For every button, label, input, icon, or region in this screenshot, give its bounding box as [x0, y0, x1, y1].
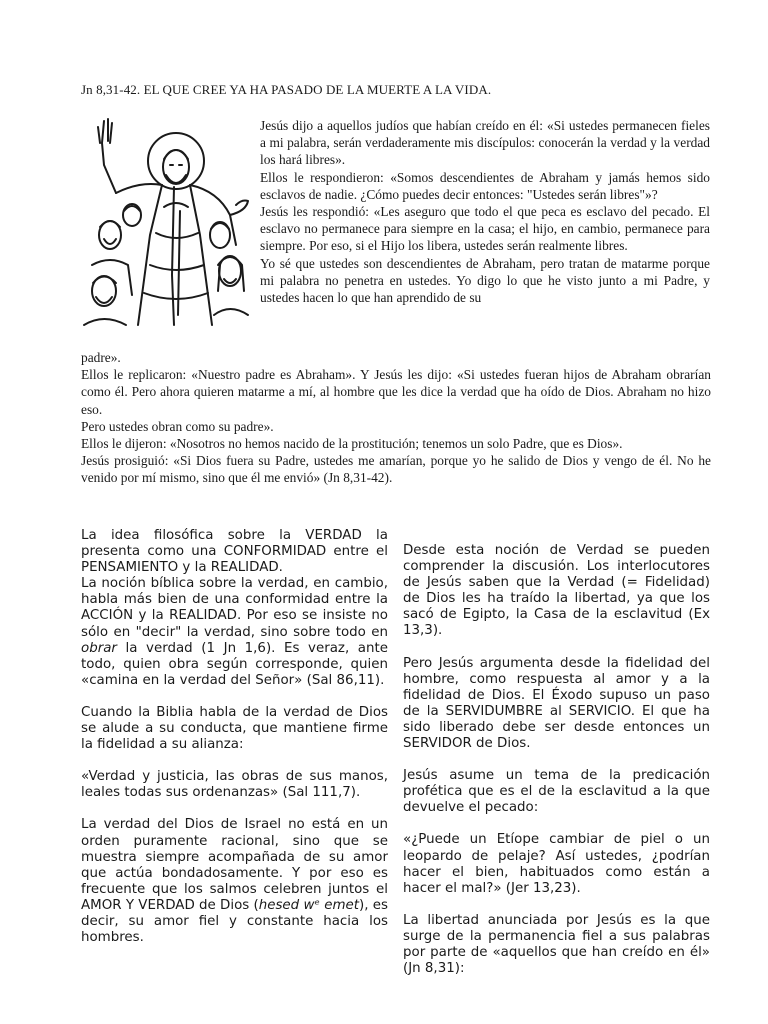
commentary-paragraph	[81, 576, 388, 689]
commentary-paragraph: Pero Jesús argumenta desde la fidelidad del hombre, como respuesta al amor y a la fidelidad de Dios. El Éxodo supuso un paso de la SERVIDUMBRE al SERVICIO. El que ha sido liberado debe ser desde entonces un SERVIDOR de Dios.	[403, 655, 710, 752]
gospel-paragraph: Jesús les respondió: «Les aseguro que todo el que peca es esclavo del pecado. El esclavo no permanece para siempre en la casa; el hijo, en cambio, permanece para siempre. Por eso, si el Hijo los libera, ustedes serán realmente libres.	[260, 204, 710, 254]
gospel-paragraph: Jesús prosiguió: «Si Dios fuera su Padre, ustedes me amarían, porque yo he salido de Dios y vengo de él. No he venido por mí mismo, sino que él me envió» (Jn 8,31-42).	[81, 453, 711, 486]
gospel-paragraph: Ellos le replicaron: «Nuestro padre es Abraham». Y Jesús les dijo: «Si ustedes fueran hijos de Abraham obrarían como él. Pero ahora quieren matarme a mí, al hombre que les dice la verdad que ha oído de Dios. Abraham no hizo eso.	[81, 367, 711, 417]
gospel-paragraph: Yo sé que ustedes son descendientes de Abraham, pero tratan de matarme porque mi palabra no penetra en ustedes. Yo digo lo que he visto junto a mi Padre, y ustedes hacen lo que han aprendido de su	[260, 255, 710, 306]
commentary-paragraph: Desde esta noción de Verdad se pueden comprender la discusión. Los interlocutores de Jesús saben que la Verdad (= Fidelidad) de Dios les ha traído la libertad, ya que los sacó de Egipto, la Casa de la esclavitud (Ex 13,3).	[403, 543, 710, 639]
gospel-paragraph: padre».	[81, 350, 121, 365]
commentary-paragraph: Jesús asume un tema de la predicación profética que es el de la esclavitud a la que devuelve el pecado:	[403, 768, 710, 816]
commentary-right-column	[403, 543, 710, 977]
commentary-paragraph: Cuando la Biblia habla de la verdad de Dios se alude a su conducta, que mantiene firme la fidelidad a su alianza:	[81, 704, 388, 753]
psalm-quote: «Verdad y justicia, las obras de sus manos, leales todas sus ordenanzas» (Sal 111,7).	[81, 769, 388, 801]
emphasis-text: hesed wᵉ emet	[258, 897, 360, 913]
commentary-text: La verdad del Dios de Israel no está en un orden puramente racional, sino que se muestra siempre acompañada de su amor que actúa bondadosamente. Y por eso es frecuente que los salmos celebren juntos el AMOR Y VERDAD de Dios (	[81, 817, 388, 913]
gospel-continuation	[81, 349, 711, 487]
commentary-text: ), es decir, su amor fiel y constante hacia los hombres.	[81, 897, 388, 946]
gospel-paragraph: Jesús dijo a aquellos judíos que habían creído en él: «Si ustedes permanecen fieles a mi palabra, serán verdaderamente mis discípulos: conocerán la verdad y la verdad los hará libres».	[260, 118, 710, 168]
commentary-paragraph: La idea filosófica sobre la VERDAD la presenta como una CONFORMIDAD entre el PENSAMIENTO y la REALIDAD.	[81, 528, 388, 576]
jesus-with-disciples-illustration	[80, 115, 252, 333]
gospel-paragraph: Ellos le dijeron: «Nosotros no hemos nacido de la prostitución; tenemos un solo Padre, que es Dios».	[81, 436, 623, 452]
gospel-intro	[260, 117, 710, 306]
commentary-paragraph: La libertad anunciada por Jesús es la que surge de la permanencia fiel a sus palabras por parte de «aquellos que han creído en él» (Jn 8,31):	[403, 912, 710, 977]
commentary-text: La noción bíblica sobre la verdad, en cambio, habla más bien de una conformidad entre la ACCIÓN y la REALIDAD. Por eso se insiste no sólo en "decir" la verdad, sino sobre todo en	[81, 576, 388, 640]
jeremiah-quote: «¿Puede un Etíope cambiar de piel o un leopardo de pelaje? Así ustedes, ¿podrían hacer el bien, habituados como están a hacer el mal?» (Jer 13,23).	[403, 832, 710, 896]
gospel-paragraph: Pero ustedes obran como su padre».	[81, 418, 274, 434]
commentary-paragraph	[81, 817, 388, 946]
page-title: Jn 8,31-42. EL QUE CREE YA HA PASADO DE LA MUERTE A LA VIDA.	[81, 82, 492, 97]
commentary-left-column	[81, 528, 388, 946]
emphasis-text: obrar	[81, 640, 117, 656]
gospel-paragraph: Ellos le respondieron: «Somos descendientes de Abraham y jamás hemos sido esclavos de nadie. ¿Cómo puedes decir entonces: "Ustedes serán libres"»?	[260, 169, 710, 202]
commentary-text: la verdad (1 Jn 1,6). Es veraz, ante todo, quien obra según corresponde, quien «camina en la verdad del Señor» (Sal 86,11).	[81, 640, 388, 688]
